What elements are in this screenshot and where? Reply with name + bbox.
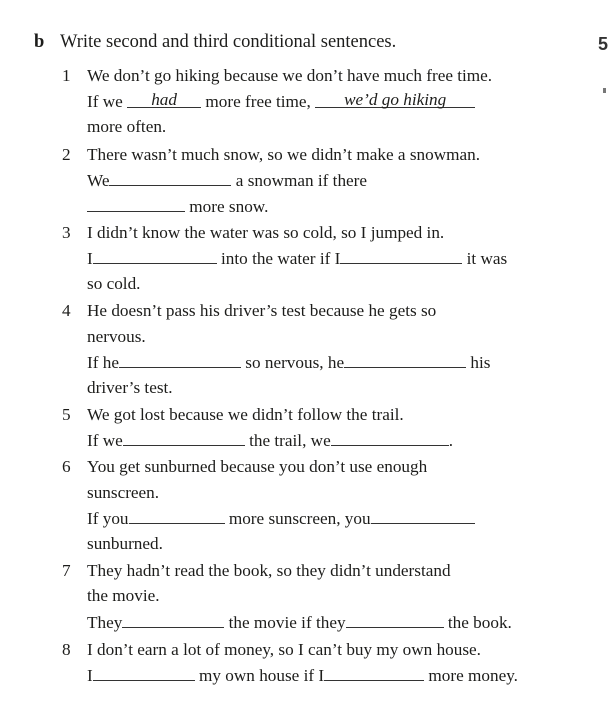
item-answer-continuation: more often.: [87, 117, 167, 137]
item-answer-continuation: more snow.: [87, 193, 480, 219]
answer-blank[interactable]: [87, 193, 185, 212]
exercise-item-5: [62, 402, 453, 453]
item-prompt-continuation: the movie.: [87, 586, 160, 606]
item-answer-line: If we the trail, we .: [87, 427, 453, 453]
item-answer-continuation: driver’s test.: [87, 377, 173, 397]
item-number: 2: [62, 144, 71, 164]
answer-text: we’d go hiking: [344, 89, 447, 109]
item-prompt-continuation: nervous.: [87, 326, 146, 346]
answer-blank[interactable]: [129, 505, 225, 524]
exercise-item-8: [62, 637, 518, 688]
item-answer-continuation: so cold.: [87, 273, 141, 293]
item-answer-line: If he so nervous, he his: [87, 349, 490, 375]
exercise-item-1: [62, 63, 492, 140]
item-number: 4: [62, 301, 71, 320]
item-prompt-continuation: sunscreen.: [87, 482, 160, 502]
answer-blank[interactable]: [127, 89, 201, 108]
page-edge-number: 5: [598, 36, 608, 52]
exercise-item-2: [62, 142, 480, 219]
item-prompt: You get sunburned because you don’t use enough: [87, 457, 428, 476]
item-prompt: They hadn’t read the book, so they didn’t understand: [87, 560, 451, 580]
answer-blank[interactable]: [119, 349, 241, 368]
item-answer-line: We a snowman if there: [87, 167, 480, 193]
item-number: 5: [62, 404, 71, 424]
item-prompt: We don’t go hiking because we don’t have much free time.: [87, 66, 493, 85]
item-number: 3: [62, 222, 71, 242]
item-prompt: We got lost because we didn’t follow the trail.: [87, 404, 404, 424]
item-prompt: I don’t earn a lot of money, so I can’t buy my own house.: [87, 639, 481, 659]
item-answer-line: They the movie if they the book.: [87, 609, 512, 635]
item-number: 1: [62, 66, 71, 85]
answer-blank[interactable]: [331, 427, 449, 446]
item-answer-line: If you more sunscreen, you: [87, 505, 475, 531]
item-number: 8: [62, 639, 71, 659]
exercise-item-4: [62, 298, 490, 400]
answer-blank[interactable]: [93, 662, 195, 681]
item-number: 7: [62, 560, 71, 580]
answer-blank[interactable]: [344, 349, 466, 368]
item-answer-line: If we had more free time, we’d go hiking: [87, 89, 492, 115]
item-answer-line: I my own house if I more money.: [87, 662, 518, 688]
item-answer-continuation: sunburned.: [87, 533, 163, 553]
answer-text: had: [151, 89, 177, 109]
item-prompt: I didn’t know the water was so cold, so I jumped in.: [87, 222, 445, 242]
answer-blank[interactable]: [324, 662, 424, 681]
answer-blank[interactable]: [123, 427, 245, 446]
answer-blank[interactable]: [109, 167, 231, 186]
exercise-header: [34, 30, 396, 54]
page-edge-mark: [603, 88, 606, 93]
answer-blank[interactable]: [371, 505, 475, 524]
exercise-item-3: [62, 220, 507, 297]
answer-blank[interactable]: [346, 609, 444, 628]
item-number: 6: [62, 457, 71, 476]
answer-blank[interactable]: [93, 245, 217, 264]
answer-blank[interactable]: [122, 609, 224, 628]
answer-blank[interactable]: [315, 89, 475, 108]
item-answer-line: I into the water if I it was: [87, 245, 507, 271]
exercise-item-7: [62, 558, 512, 635]
exercise-instruction: Write second and third conditional sentences.: [60, 32, 397, 52]
exercise-letter: b: [34, 32, 45, 52]
answer-blank[interactable]: [340, 245, 462, 264]
item-prompt: There wasn’t much snow, so we didn’t make a snowman.: [87, 144, 481, 164]
item-prompt: He doesn’t pass his driver’s test because he gets so: [87, 301, 437, 320]
exercise-item-6: [62, 454, 475, 556]
